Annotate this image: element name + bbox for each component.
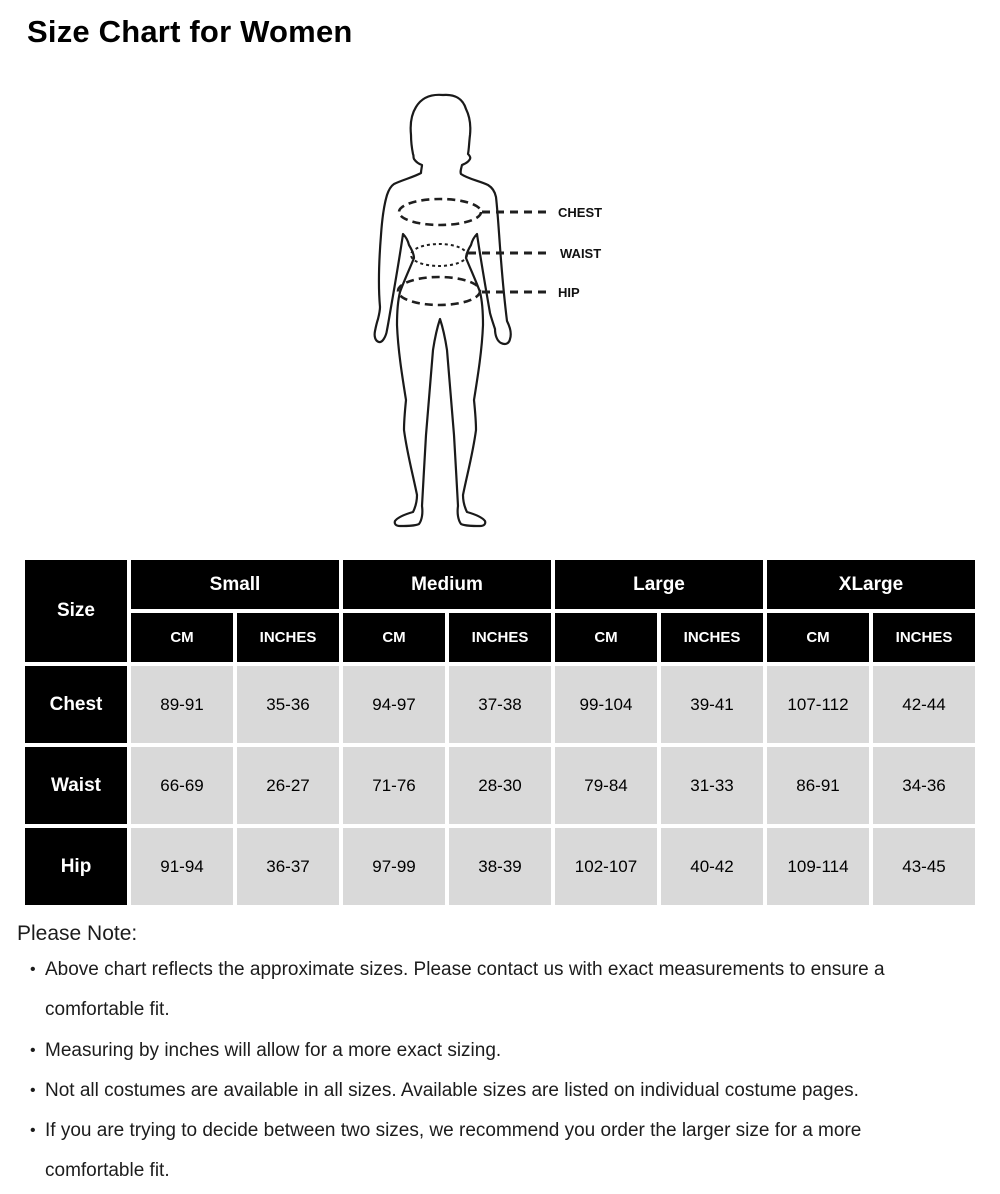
unit-header-inches: INCHES — [661, 613, 763, 662]
size-cell: 28-30 — [449, 747, 551, 824]
row-label-chest: Chest — [25, 666, 127, 743]
size-cell: 39-41 — [661, 666, 763, 743]
notes-list — [17, 950, 945, 1192]
notes-heading: Please Note: — [17, 922, 138, 945]
body-diagram-svg — [370, 85, 640, 555]
size-cell: 31-33 — [661, 747, 763, 824]
size-cell: 91-94 — [131, 828, 233, 905]
size-cell: 89-91 — [131, 666, 233, 743]
table-row-hip — [25, 828, 975, 905]
size-cell: 42-44 — [873, 666, 975, 743]
table-row-waist — [25, 747, 975, 824]
size-cell: 86-91 — [767, 747, 869, 824]
unit-header-cm: CM — [343, 613, 445, 662]
unit-header-cm: CM — [131, 613, 233, 662]
size-cell: 38-39 — [449, 828, 551, 905]
size-cell: 43-45 — [873, 828, 975, 905]
note-item: • Above chart reflects the approximate sizes. Please contact us with exact measurements to ensure a comfortable fit. — [17, 950, 945, 1031]
unit-header-cm: CM — [767, 613, 869, 662]
size-group-medium: Medium — [343, 560, 551, 609]
size-cell: 36-37 — [237, 828, 339, 905]
note-item: • If you are trying to decide between two sizes, we recommend you order the larger size for a more comfortable fit. — [17, 1111, 945, 1192]
size-cell: 107-112 — [767, 666, 869, 743]
size-cell: 99-104 — [555, 666, 657, 743]
chest-label: CHEST — [558, 205, 603, 220]
row-label-waist: Waist — [25, 747, 127, 824]
size-group-xlarge: XLarge — [767, 560, 975, 609]
page-title: Size Chart for Women — [27, 14, 353, 49]
size-cell: 26-27 — [237, 747, 339, 824]
size-chart-table — [21, 556, 979, 909]
female-body-outline — [375, 95, 511, 526]
size-cell: 71-76 — [343, 747, 445, 824]
note-item: • Not all costumes are available in all sizes. Available sizes are listed on individual costume pages. — [17, 1071, 945, 1111]
size-cell: 35-36 — [237, 666, 339, 743]
size-cell: 94-97 — [343, 666, 445, 743]
notes-section — [17, 922, 945, 1192]
body-measurement-diagram — [370, 85, 640, 555]
unit-header-inches: INCHES — [873, 613, 975, 662]
unit-header-inches: INCHES — [237, 613, 339, 662]
size-group-large: Large — [555, 560, 763, 609]
note-item: • Measuring by inches will allow for a more exact sizing. — [17, 1031, 945, 1071]
size-cell: 40-42 — [661, 828, 763, 905]
row-label-hip: Hip — [25, 828, 127, 905]
size-cell: 102-107 — [555, 828, 657, 905]
size-group-small: Small — [131, 560, 339, 609]
table-row-chest — [25, 666, 975, 743]
unit-header-cm: CM — [555, 613, 657, 662]
size-cell: 37-38 — [449, 666, 551, 743]
size-cell: 66-69 — [131, 747, 233, 824]
waist-label: WAIST — [560, 246, 602, 261]
size-cell: 34-36 — [873, 747, 975, 824]
size-cell: 79-84 — [555, 747, 657, 824]
unit-header-inches: INCHES — [449, 613, 551, 662]
hip-label: HIP — [558, 285, 580, 300]
size-cell: 97-99 — [343, 828, 445, 905]
size-corner-header: Size — [25, 560, 127, 662]
size-cell: 109-114 — [767, 828, 869, 905]
